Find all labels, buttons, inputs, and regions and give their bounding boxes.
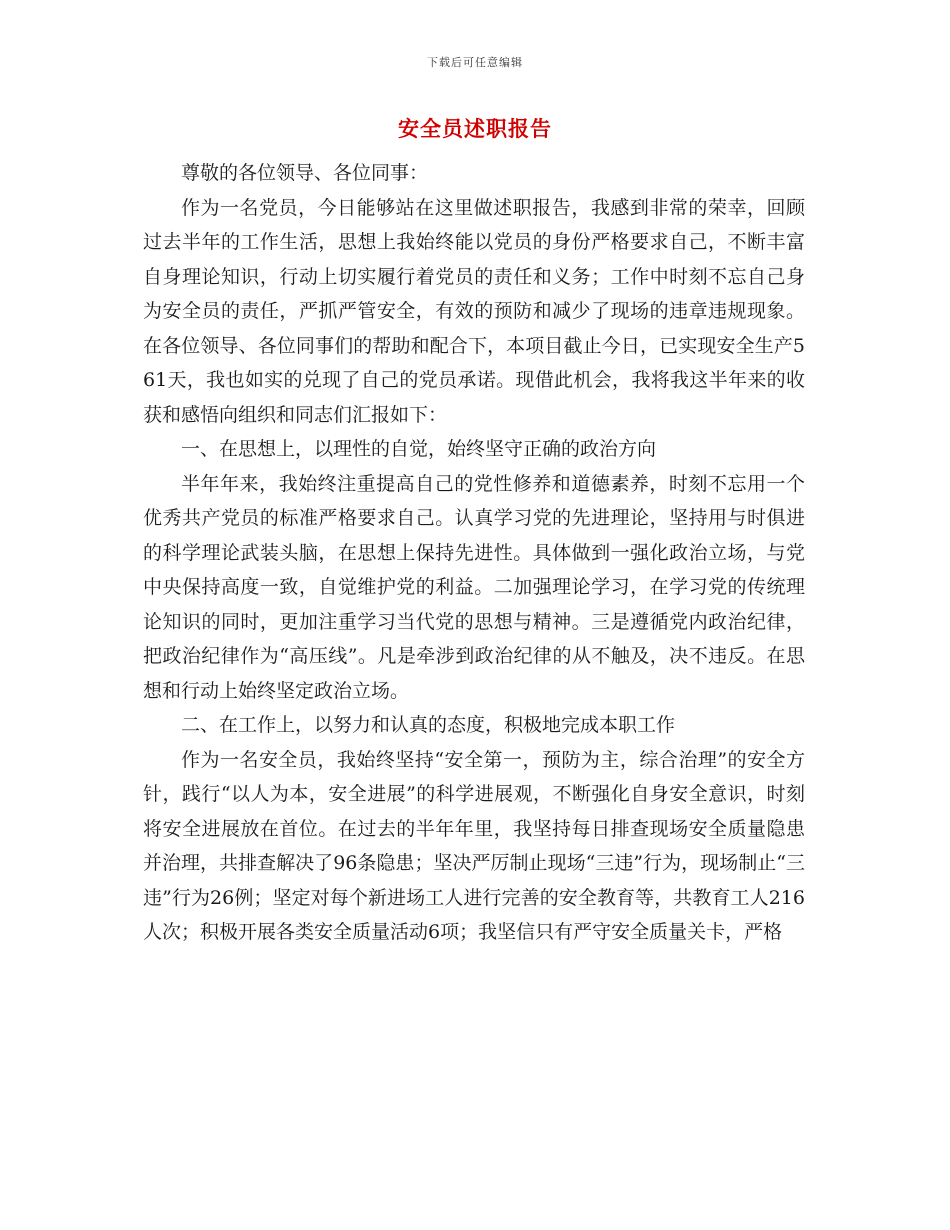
section-heading-1: 一、在思想上，以理性的自觉，始终坚守正确的政治方向	[181, 438, 657, 460]
page-header-note: 下载后可任意编辑	[427, 56, 523, 69]
section-heading-2: 二、在工作上，以努力和认真的态度，积极地完成本职工作	[181, 714, 676, 736]
intro-paragraph: 作为一名党员，今日能够站在这里做述职报告，我感到非常的荣幸，回顾过去半年的工作生活，思想上我始终能以党员的身份严格要求自己，不断丰富自身理论知识，行动上切实履行着党员的责任和义务；工作中时刻不忘自己身为安全员的责任，严抓严管安全，有效的预防和减少了现场的违章违规现象。在各位领导、各位同事们的帮助和配合下，本项目截止今日，已实现安全生产561天，我也如实的兑现了自己的党员承诺。现借此机会，我将我这半年来的收获和感悟向组织和同志们汇报如下：	[143, 196, 805, 426]
document-title: 安全员述职报告	[398, 116, 552, 141]
salutation-paragraph: 尊敬的各位领导、各位同事：	[181, 162, 429, 184]
section-2-paragraph: 作为一名安全员，我始终坚持“安全第一，预防为主，综合治理”的安全方针，践行“以人为本，安全进展”的科学进展观，不断强化自身安全意识，时刻将安全进展放在首位。在过去的半年年里，我坚持每日排查现场安全质量隐患并治理，共排查解决了96条隐患；坚决严厉制止现场“三违”行为，现场制止“三违”行为26例；坚定对每个新进场工人进行完善的安全教育等，共教育工人216人次；积极开展各类安全质量活动6项；我坚信只有严守安全质量关卡，严格	[143, 748, 805, 943]
section-1-paragraph: 半年年来，我始终注重提高自己的党性修养和道德素养，时刻不忘用一个优秀共产党员的标准严格要求自己。认真学习党的先进理论，坚持用与时俱进的科学理论武装头脑，在思想上保持先进性。具体做到一强化政治立场，与党中央保持高度一致，自觉维护党的利益。二加强理论学习，在学习党的传统理论知识的同时，更加注重学习当代党的思想与精神。三是遵循党内政治纪律，把政治纪律作为“高压线”。凡是牵涉到政治纪律的从不触及，决不违反。在思想和行动上始终坚定政治立场。	[143, 472, 805, 702]
document-body	[143, 156, 805, 950]
